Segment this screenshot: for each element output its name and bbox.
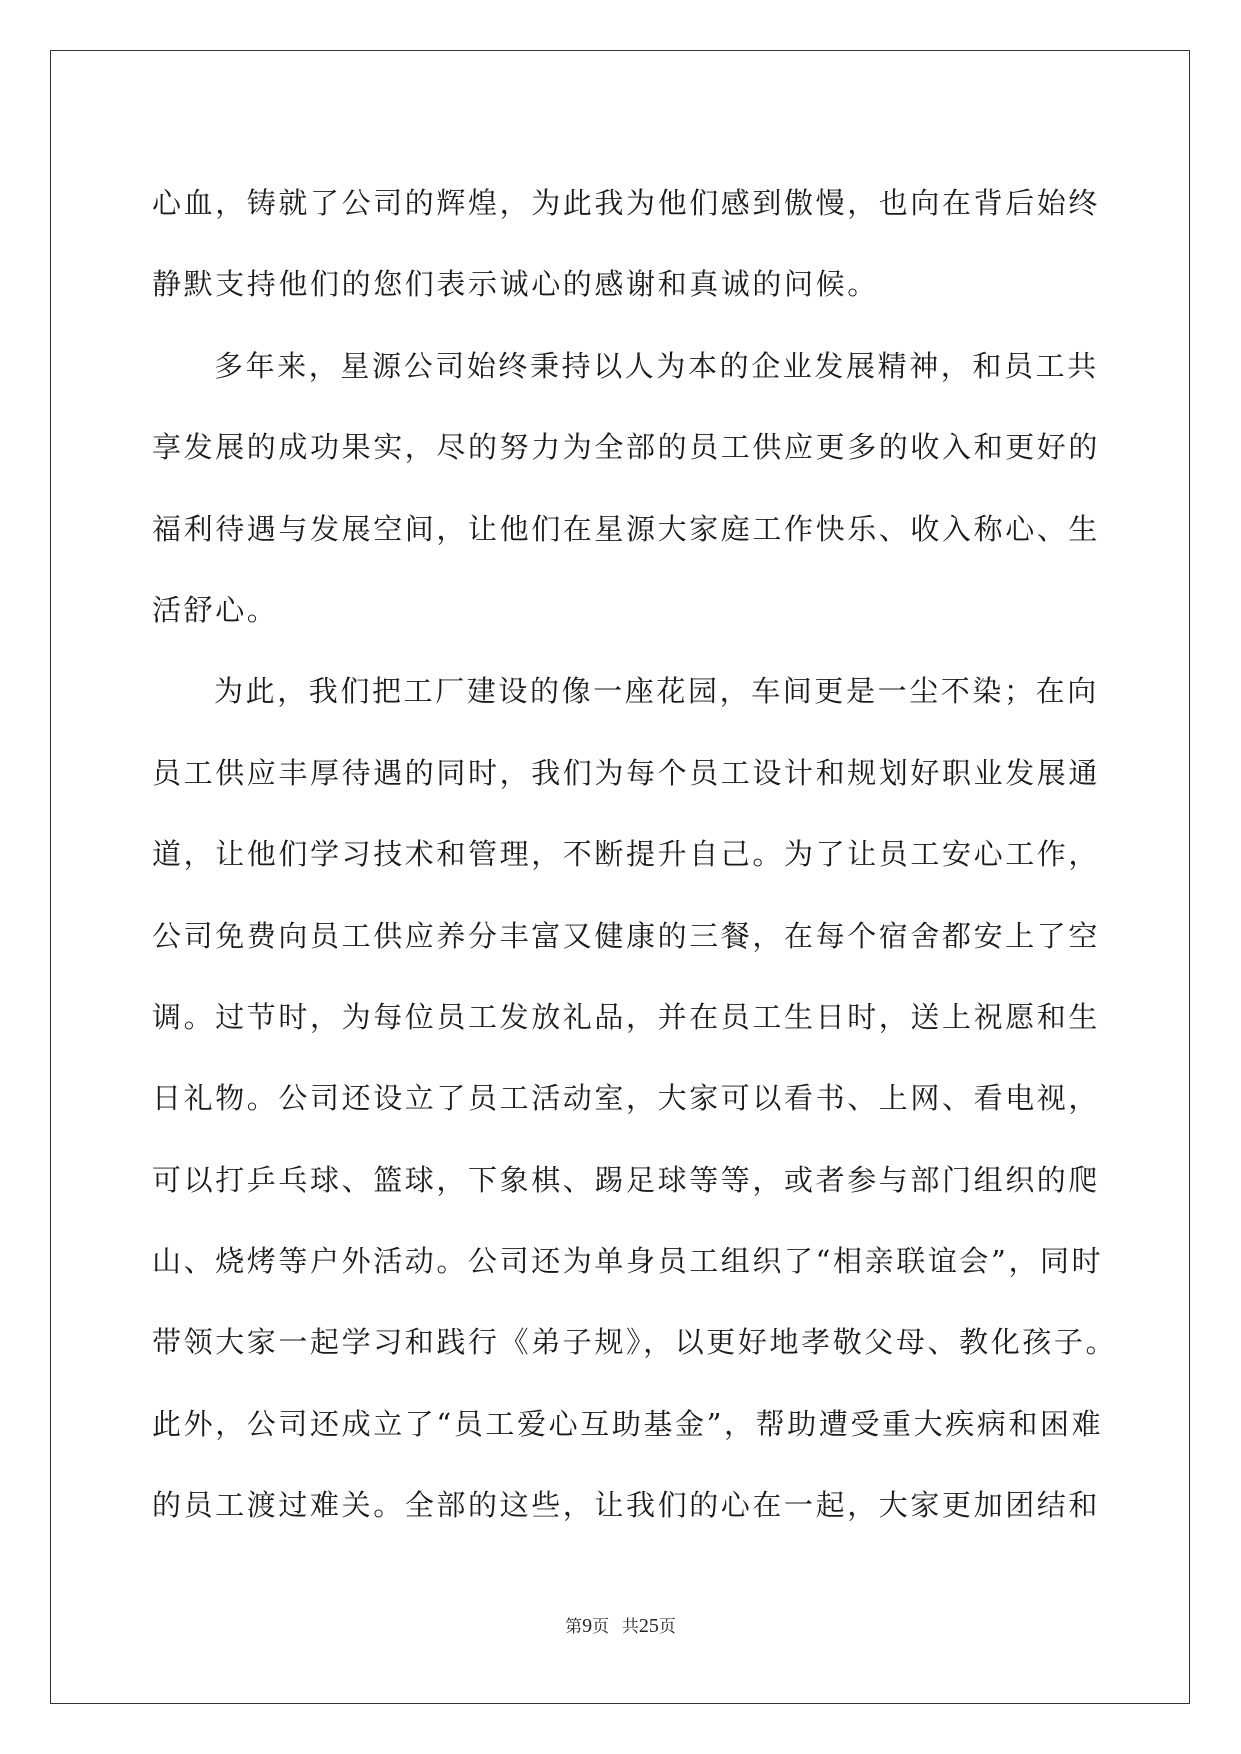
text-line: 为此，我们把工厂建设的像一座花园，车间更是一尘不染；在向 [214,674,1099,709]
text-line: 享发展的成功果实，尽的努力为全部的员工供应更多的收入和更好的 [152,430,1101,465]
text-line: 活舒心。 [152,592,279,627]
text-line: 公司免费向员工供应养分丰富又健康的三餐，在每个宿舍都安上了空 [152,918,1101,953]
page-number: 9 [582,1615,593,1637]
text-line: 福利待遇与发展空间，让他们在星源大家庭工作快乐、收入称心、生 [152,511,1101,546]
text-line: 多年来，星源公司始终秉持以人为本的企业发展精神，和员工共 [214,348,1099,383]
text-line: 调。过节时，为每位员工发放礼品，并在员工生日时，送上祝愿和生 [152,999,1101,1034]
page-footer [0,1612,1241,1638]
footer-total-prefix: 共 [621,1617,639,1636]
text-line: 的员工渡过难关。全部的这些，让我们的心在一起，大家更加团结和 [152,1488,1101,1523]
text-line: 日礼物。公司还设立了员工活动室，大家可以看书、上网、看电视， [152,1081,1101,1116]
document-body [152,163,1118,1547]
text-line: 带领大家一起学习和践行《弟子规》，以更好地孝敬父母、教化孩子。 [152,1325,1118,1360]
text-line: 心血，铸就了公司的辉煌，为此我为他们感到傲慢，也向在背后始终 [152,186,1101,220]
text-line: 山、烧烤等户外活动。公司还为单身员工组织了“相亲联谊会”，同时 [152,1244,1104,1279]
text-line: 道，让他们学习技术和管理，不断提升自己。为了让员工安心工作， [152,837,1101,872]
total-pages: 25 [638,1615,659,1637]
text-line: 此外，公司还成立了“员工爱心互助基金”，帮助遭受重大疾病和困难 [152,1406,1104,1441]
footer-prefix: 第 [565,1617,583,1636]
text-line: 可以打乒乓球、篮球，下象棋、踢足球等等，或者参与部门组织的爬 [152,1162,1101,1197]
text-line: 员工供应丰厚待遇的同时，我们为每个员工设计和规划好职业发展通 [152,755,1101,790]
footer-page-suffix: 页 [592,1617,610,1636]
text-line: 静默支持他们的您们表示诚心的感谢和真诚的问候。 [152,267,879,302]
footer-total-suffix: 页 [658,1617,676,1636]
